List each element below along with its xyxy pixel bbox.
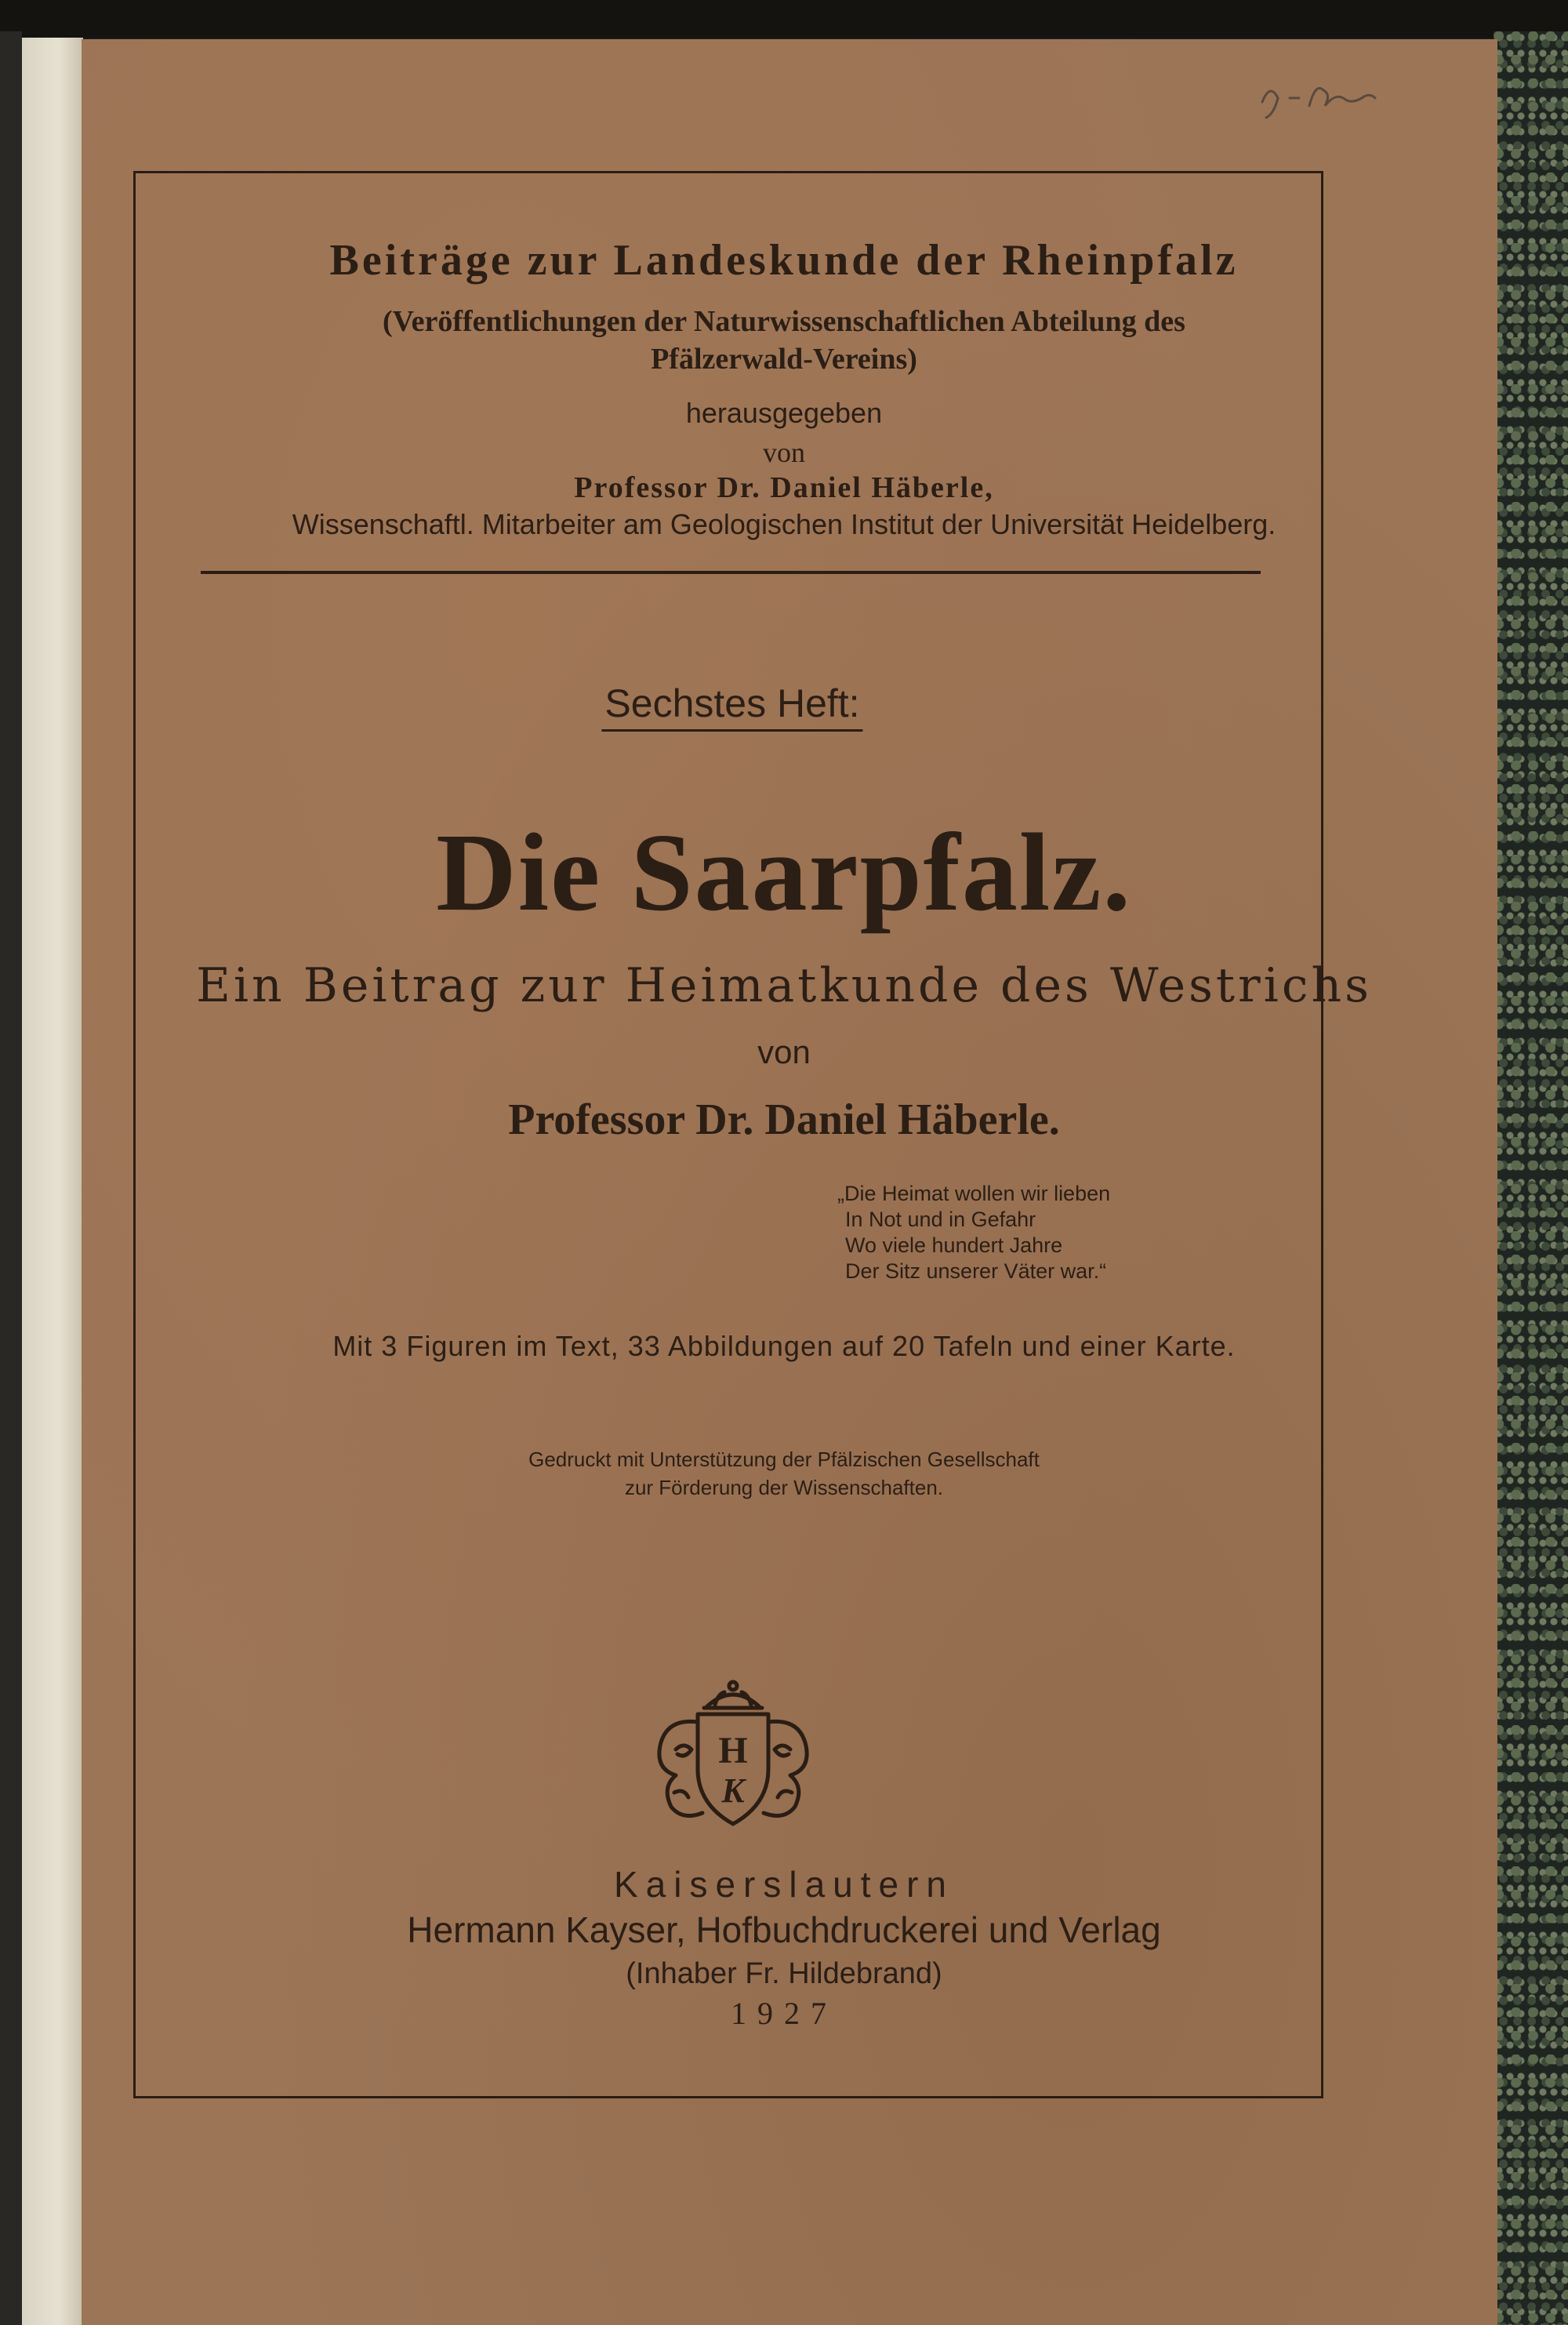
epigraph-line: Der Sitz unserer Väter war.“ — [845, 1259, 1107, 1283]
imprint-year: 1927 — [731, 1996, 837, 2031]
epigraph-line: „Die Heimat wollen wir lieben — [837, 1182, 1111, 1205]
edited-by-label: herausgegeben — [685, 397, 883, 429]
epigraph — [837, 1181, 1110, 1284]
book-subtitle: Ein Beitrag zur Heimatkunde des Westrichs — [196, 958, 1372, 1013]
book-author: Professor Dr. Daniel Häberle. — [508, 1095, 1060, 1144]
divider-rule — [201, 571, 1261, 574]
figures-note: Mit 3 Figuren im Text, 33 Abbildungen auf 20 Tafeln und einer Karte. — [332, 1330, 1236, 1362]
editor-affiliation: Wissenschaftl. Mitarbeiter am Geologischen Institut der Universität Heidelberg. — [292, 508, 1276, 540]
book-title: Die Saarpfalz. — [436, 810, 1132, 934]
support-note-line2: zur Förderung der Wissenschaften. — [624, 1476, 944, 1499]
publisher-emblem-icon — [652, 1675, 814, 1840]
pencil-annotation — [1254, 71, 1435, 125]
support-note-line1: Gedruckt mit Unterstützung der Pfälzischen Gesellschaft — [528, 1448, 1040, 1471]
author-von: von — [757, 1034, 811, 1070]
epigraph-line: Wo viele hundert Jahre — [845, 1233, 1063, 1257]
series-title: Beiträge zur Landeskunde der Rheinpfalz — [329, 236, 1239, 285]
series-subtitle-line2: Pfälzerwald-Vereins) — [651, 343, 917, 376]
imprint-owner: (Inhaber Fr. Hildebrand) — [626, 1957, 942, 1990]
imprint-place: Kaiserslautern — [613, 1864, 955, 1905]
emblem-monogram-bottom: K — [721, 1771, 745, 1810]
imprint-publisher: Hermann Kayser, Hofbuchdruckerei und Verlag — [407, 1909, 1161, 1950]
series-editor: Professor Dr. Daniel Häberle, — [574, 471, 994, 504]
series-subtitle-line1: (Veröffentlichungen der Naturwissenschaftlichen Abteilung des — [383, 305, 1185, 338]
epigraph-line: In Not und in Gefahr — [845, 1208, 1036, 1231]
issue-label: Sechstes Heft: — [601, 681, 862, 732]
emblem-monogram-top: H — [718, 1730, 748, 1771]
scan-background — [0, 0, 1568, 38]
editor-von: von — [763, 437, 805, 468]
